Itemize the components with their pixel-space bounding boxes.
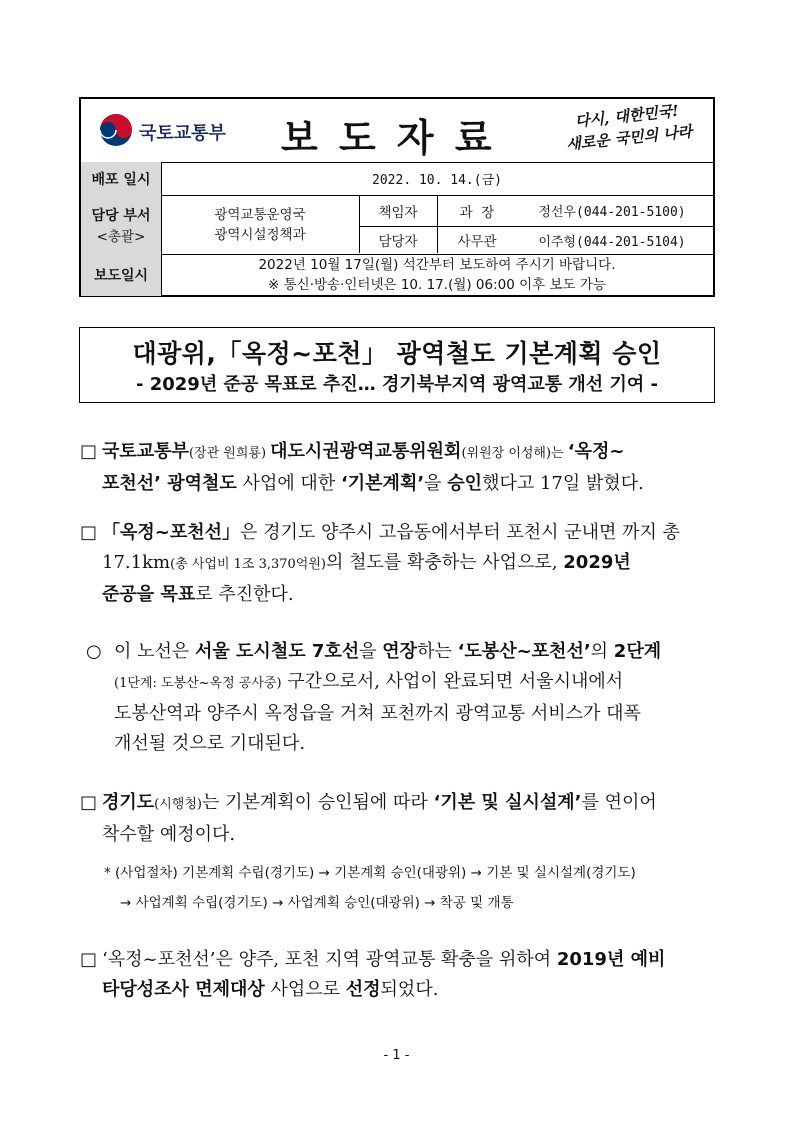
circle-marker: ○	[86, 641, 102, 662]
text-bold: 2019년 예비	[556, 949, 666, 970]
text: 의 철도를 확충하는 사업으로,	[326, 552, 564, 573]
paragraph-4	[80, 788, 720, 850]
doc-type-title: 보 도 자 료	[281, 116, 496, 160]
text: 은 경기도 양주시 고읍동에서부터 포천시 군내면 까지 총	[240, 522, 681, 543]
release-line-1: 2022년 10월 17일(월) 석간부터 보도하여 주시기 바랍니다.	[258, 257, 616, 273]
slogan-line-1: 다시, 대한민국!	[574, 101, 680, 131]
text: 하는	[417, 641, 458, 662]
headline-sub: - 2029년 준공 목표로 추진… 경기북부지역 광역교통 개선 기여 -	[136, 374, 658, 395]
slogan	[541, 96, 715, 158]
distribution-date: 2022. 10. 14.(금)	[372, 173, 502, 188]
text: 를 연이어	[581, 792, 657, 813]
contact-label: 담당자	[378, 234, 418, 250]
distribution-label: 배포 일시	[91, 171, 151, 188]
dept-sub-label: <총괄>	[96, 228, 146, 245]
text: 구간으로서, 사업이 완료되면 서울시내에서	[281, 671, 624, 692]
text-bold: 2029년	[563, 552, 631, 573]
text: 을	[359, 641, 383, 662]
responsible-title: 과 장	[459, 204, 495, 221]
release-label-cell	[81, 254, 161, 296]
text-bold: 승인	[447, 473, 483, 494]
text-bold: ‘기본 및 실시설계’	[433, 792, 582, 813]
text: 의	[590, 641, 614, 662]
page-number: - 1 -	[383, 1048, 410, 1063]
text: 이 노선은	[114, 641, 195, 662]
press-release-header	[79, 97, 715, 297]
text-bold: 타당성조사 면제대상	[102, 979, 265, 1000]
text-bold: 준공을 목표	[102, 584, 196, 605]
bullet-marker: □	[80, 949, 98, 970]
text: 로 추진한다.	[195, 584, 294, 605]
text-small: (1단계: 도봉산~옥정 공사중)	[114, 676, 282, 691]
dept-names	[161, 195, 359, 254]
text-small: (총 사업비 1조 3,370억원)	[170, 557, 326, 572]
text-bold: 포천선’ 광역철도	[102, 473, 237, 494]
text-bold: 선정	[345, 979, 381, 1000]
text-small: (위원장 이성해)는	[461, 446, 568, 461]
dept-name-2: 광역시설정책과	[214, 226, 306, 243]
slogan-line-2: 새로운 국민의 나라	[565, 122, 693, 154]
release-label: 보도일시	[93, 268, 149, 284]
text-bold: 국토교통부	[102, 441, 189, 462]
text: 했다고 17일 밝혔다.	[482, 473, 644, 494]
contact-title: 사무관	[457, 234, 497, 250]
text: 사업에 대한	[236, 473, 341, 494]
text-bold: 「옥정~포천선」	[102, 522, 241, 543]
text: 도봉산역과 양주시 옥정읍을 거쳐 포천까지 광역교통 서비스가 대폭	[114, 703, 641, 724]
responsible-label: 책임자	[378, 204, 418, 221]
bullet-marker: □	[80, 441, 98, 462]
ministry-logo	[99, 113, 133, 151]
text: 되었다.	[380, 979, 439, 1000]
text-bold: 연장	[382, 641, 418, 662]
text: 착수할 예정이다.	[102, 824, 236, 845]
text-bold: ‘기본계획’	[340, 473, 425, 494]
text-bold: 대도시권광역교통위원회	[270, 441, 462, 462]
release-line-2: ※ 통신·방송·인터넷은 10. 17.(월) 06:00 이후 보도 가능	[268, 277, 606, 293]
text-bold: 경기도	[102, 792, 155, 813]
dept-name-1: 광역교통운영국	[214, 206, 306, 223]
paragraph-2	[80, 518, 720, 610]
text: 개선될 것으로 기대된다.	[114, 733, 306, 754]
text: 17.1km	[102, 552, 171, 573]
contact-name: 이주형(044-201-5104)	[538, 234, 686, 250]
paragraph-5	[80, 945, 720, 1005]
text: 을	[424, 473, 448, 494]
text-bold: ‘옥정~	[567, 441, 625, 462]
distribution-label-cell	[81, 162, 161, 195]
procedure-note	[104, 858, 720, 918]
note-line-1: * (사업절차) 기본계획 수립(경기도) → 기본계획 승인(대광위) → 기본 및 실시설계(경기도)	[104, 865, 636, 881]
text: 사업으로	[264, 979, 346, 1000]
text-small: (시행청)	[154, 797, 202, 812]
text-bold: 서울 도시철도 7호선	[195, 641, 360, 662]
headline-box	[79, 327, 715, 403]
headline-main: 대광위,「옥정~포천」 광역철도 기본계획 승인	[132, 339, 662, 368]
text-bold: ‘도봉산~포천선’	[457, 641, 591, 662]
text: ‘옥정~포천선’은 양주, 포천 지역 광역교통 확충을 위하여	[102, 949, 557, 970]
text-bold: 2단계	[613, 641, 662, 662]
bullet-marker: □	[80, 522, 98, 543]
paragraph-3	[86, 637, 720, 759]
text: 는 기본계획이 승인됨에 따라	[202, 792, 434, 813]
dept-label: 담당 부서	[91, 207, 151, 224]
responsible-name: 정선우(044-201-5100)	[538, 205, 686, 220]
dept-label-cell	[81, 195, 161, 254]
paragraph-1	[80, 437, 720, 499]
ministry-name: 국토교통부	[139, 123, 226, 144]
taegeuk-logo-icon	[99, 113, 133, 147]
note-line-2: → 사업계획 수립(경기도) → 사업계획 승인(대광위) → 착공 및 개통	[120, 895, 514, 911]
bullet-marker: □	[80, 792, 98, 813]
release-info	[161, 254, 713, 296]
text-small: (장관 원희룡)	[188, 446, 271, 461]
